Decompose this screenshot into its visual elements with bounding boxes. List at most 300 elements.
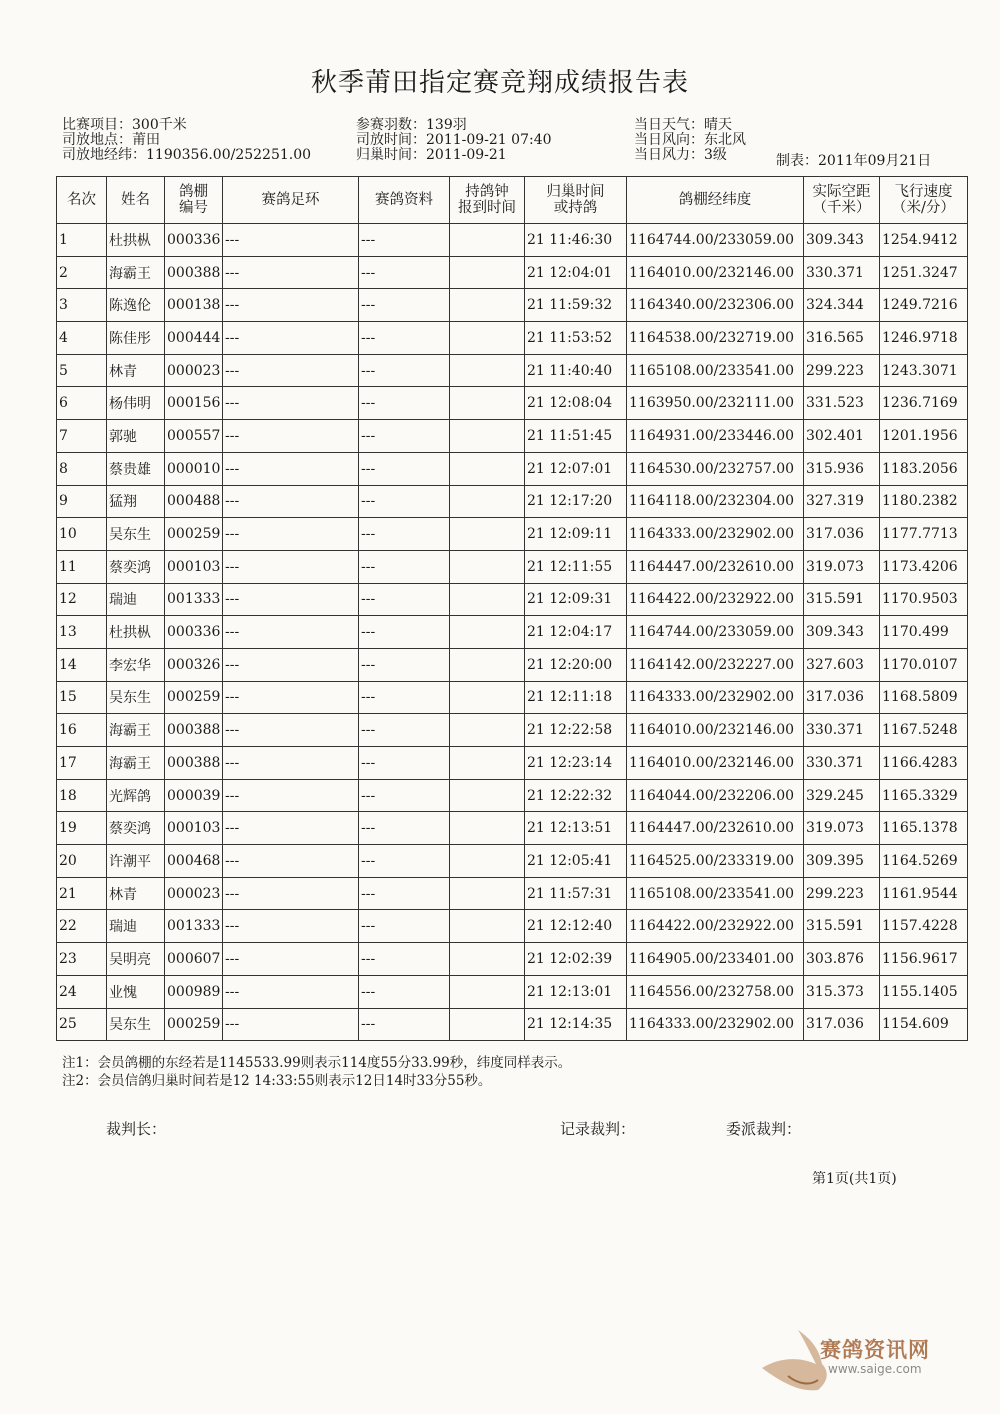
table-row [57, 550, 968, 583]
cell-speed: 1183.2056 [880, 452, 968, 485]
cell-distance: 324.344 [804, 289, 880, 322]
cell-speed: 1170.0107 [880, 648, 968, 681]
table-row [57, 289, 968, 322]
meta-return-time: 归巢时间：2011-09-21 [356, 147, 507, 163]
table-row [57, 256, 968, 289]
cell-ring-no: --- [223, 714, 359, 747]
cell-pigeon-info: --- [359, 779, 450, 812]
cell-ring-no: --- [223, 452, 359, 485]
cell-ring-no: --- [223, 583, 359, 616]
cell-ring-no: --- [223, 845, 359, 878]
cell-distance: 327.319 [804, 485, 880, 518]
table-row [57, 943, 968, 976]
cell-clock-time [450, 943, 525, 976]
cell-loft-coords: 1164044.00/232206.00 [627, 779, 804, 812]
header-speed: 飞行速度 （米/分） [880, 177, 968, 224]
cell-loft-coords: 1164556.00/232758.00 [627, 975, 804, 1008]
results-table [56, 176, 968, 1041]
cell-name: 吴东生 [107, 1008, 165, 1041]
cell-rank: 19 [57, 812, 107, 845]
cell-name: 陈逸伦 [107, 289, 165, 322]
cell-name: 蔡奕鸿 [107, 812, 165, 845]
cell-pigeon-info: --- [359, 975, 450, 1008]
cell-rank: 18 [57, 779, 107, 812]
meta-column-1 [62, 118, 311, 163]
cell-return-time: 21 12:20:00 [525, 648, 627, 681]
cell-distance: 316.565 [804, 322, 880, 355]
cell-distance: 302.401 [804, 420, 880, 453]
cell-name: 杜拱枞 [107, 616, 165, 649]
cell-name: 海霸王 [107, 714, 165, 747]
cell-name: 李宏华 [107, 648, 165, 681]
cell-loft-coords: 1164447.00/232610.00 [627, 550, 804, 583]
cell-loft-no: 000444 [165, 322, 223, 355]
cell-clock-time [450, 616, 525, 649]
watermark-url: www.saige.com [828, 1362, 922, 1376]
cell-distance: 329.245 [804, 779, 880, 812]
cell-speed: 1167.5248 [880, 714, 968, 747]
cell-return-time: 21 11:40:40 [525, 354, 627, 387]
cell-loft-coords: 1164422.00/232922.00 [627, 910, 804, 943]
cell-speed: 1161.9544 [880, 877, 968, 910]
cell-rank: 22 [57, 910, 107, 943]
table-row [57, 387, 968, 420]
cell-ring-no: --- [223, 256, 359, 289]
cell-pigeon-info: --- [359, 877, 450, 910]
cell-return-time: 21 11:51:45 [525, 420, 627, 453]
cell-clock-time [450, 387, 525, 420]
cell-loft-no: 000138 [165, 289, 223, 322]
cell-loft-no: 000259 [165, 681, 223, 714]
table-row [57, 910, 968, 943]
table-row [57, 975, 968, 1008]
cell-pigeon-info: --- [359, 289, 450, 322]
cell-rank: 2 [57, 256, 107, 289]
cell-return-time: 21 12:17:20 [525, 485, 627, 518]
table-row [57, 518, 968, 551]
header-ring-no: 赛鸽足环 [223, 177, 359, 224]
table-row [57, 845, 968, 878]
cell-clock-time [450, 518, 525, 551]
cell-rank: 10 [57, 518, 107, 551]
header-rank: 名次 [57, 177, 107, 224]
cell-speed: 1155.1405 [880, 975, 968, 1008]
cell-pigeon-info: --- [359, 420, 450, 453]
cell-rank: 20 [57, 845, 107, 878]
cell-clock-time [450, 322, 525, 355]
cell-clock-time [450, 485, 525, 518]
cell-loft-no: 000336 [165, 616, 223, 649]
cell-return-time: 21 12:04:01 [525, 256, 627, 289]
cell-pigeon-info: --- [359, 943, 450, 976]
cell-rank: 3 [57, 289, 107, 322]
cell-return-time: 21 12:09:11 [525, 518, 627, 551]
cell-ring-no: --- [223, 681, 359, 714]
cell-rank: 8 [57, 452, 107, 485]
cell-name: 吴明亮 [107, 943, 165, 976]
cell-rank: 6 [57, 387, 107, 420]
table-row [57, 681, 968, 714]
cell-return-time: 21 12:11:55 [525, 550, 627, 583]
table-row [57, 877, 968, 910]
meta-wind-direction: 当日风向：东北风 [634, 132, 746, 148]
cell-speed: 1177.7713 [880, 518, 968, 551]
cell-return-time: 21 11:59:32 [525, 289, 627, 322]
cell-distance: 327.603 [804, 648, 880, 681]
meta-race-item: 比赛项目：300千米 [62, 117, 187, 133]
cell-loft-no: 000388 [165, 256, 223, 289]
table-body [57, 224, 968, 1041]
cell-distance: 309.343 [804, 224, 880, 257]
cell-ring-no: --- [223, 616, 359, 649]
cell-speed: 1254.9412 [880, 224, 968, 257]
table-row [57, 1008, 968, 1041]
cell-loft-coords: 1164447.00/232610.00 [627, 812, 804, 845]
cell-return-time: 21 12:13:01 [525, 975, 627, 1008]
cell-speed: 1157.4228 [880, 910, 968, 943]
cell-distance: 317.036 [804, 518, 880, 551]
cell-loft-coords: 1164340.00/232306.00 [627, 289, 804, 322]
meta-release-place: 司放地点：莆田 [62, 132, 160, 148]
cell-loft-no: 000010 [165, 452, 223, 485]
cell-return-time: 21 11:57:31 [525, 877, 627, 910]
table-row [57, 322, 968, 355]
cell-clock-time [450, 1008, 525, 1041]
cell-distance: 309.395 [804, 845, 880, 878]
cell-clock-time [450, 845, 525, 878]
cell-ring-no: --- [223, 779, 359, 812]
cell-distance: 315.591 [804, 910, 880, 943]
table-row [57, 648, 968, 681]
meta-release-time: 司放时间：2011-09-21 07:40 [356, 132, 552, 148]
cell-ring-no: --- [223, 485, 359, 518]
meta-wind-force: 当日风力：3级 [634, 147, 727, 163]
cell-rank: 16 [57, 714, 107, 747]
cell-name: 海霸王 [107, 256, 165, 289]
header-pigeon-info: 赛鸽资料 [359, 177, 450, 224]
header-loft-no: 鸽棚 编号 [165, 177, 223, 224]
meta-column-3 [634, 118, 746, 163]
cell-speed: 1154.609 [880, 1008, 968, 1041]
table-row [57, 354, 968, 387]
table-row [57, 747, 968, 780]
meta-weather: 当日天气：晴天 [634, 117, 732, 133]
cell-clock-time [450, 714, 525, 747]
cell-loft-no: 000326 [165, 648, 223, 681]
meta-release-coords: 司放地经纬：1190356.00/252251.00 [62, 147, 312, 163]
cell-ring-no: --- [223, 877, 359, 910]
table-row [57, 812, 968, 845]
cell-ring-no: --- [223, 518, 359, 551]
cell-pigeon-info: --- [359, 747, 450, 780]
cell-speed: 1201.1956 [880, 420, 968, 453]
cell-name: 瑞迪 [107, 910, 165, 943]
cell-return-time: 21 12:23:14 [525, 747, 627, 780]
recorder-judge-label: 记录裁判： [560, 1120, 636, 1138]
cell-clock-time [450, 452, 525, 485]
cell-loft-no: 000607 [165, 943, 223, 976]
cell-speed: 1173.4206 [880, 550, 968, 583]
cell-rank: 12 [57, 583, 107, 616]
table-row [57, 779, 968, 812]
cell-loft-coords: 1164530.00/232757.00 [627, 452, 804, 485]
cell-pigeon-info: --- [359, 1008, 450, 1041]
cell-return-time: 21 12:04:17 [525, 616, 627, 649]
cell-loft-no: 000023 [165, 354, 223, 387]
cell-return-time: 21 12:09:31 [525, 583, 627, 616]
cell-ring-no: --- [223, 224, 359, 257]
cell-loft-no: 000468 [165, 845, 223, 878]
cell-loft-coords: 1164422.00/232922.00 [627, 583, 804, 616]
cell-pigeon-info: --- [359, 616, 450, 649]
cell-rank: 7 [57, 420, 107, 453]
cell-rank: 24 [57, 975, 107, 1008]
cell-speed: 1168.5809 [880, 681, 968, 714]
note-1: 注1：会员鸽棚的东经若是1145533.99则表示114度55分33.99秒，纬度同样表示。 [62, 1055, 572, 1071]
table-row [57, 714, 968, 747]
cell-speed: 1165.1378 [880, 812, 968, 845]
cell-speed: 1156.9617 [880, 943, 968, 976]
cell-rank: 21 [57, 877, 107, 910]
cell-rank: 15 [57, 681, 107, 714]
cell-return-time: 21 12:05:41 [525, 845, 627, 878]
cell-return-time: 21 12:08:04 [525, 387, 627, 420]
cell-pigeon-info: --- [359, 256, 450, 289]
cell-rank: 1 [57, 224, 107, 257]
cell-clock-time [450, 877, 525, 910]
cell-loft-no: 000023 [165, 877, 223, 910]
cell-speed: 1165.3329 [880, 779, 968, 812]
cell-pigeon-info: --- [359, 681, 450, 714]
cell-ring-no: --- [223, 354, 359, 387]
cell-pigeon-info: --- [359, 518, 450, 551]
meta-entry-count: 参赛羽数：139羽 [356, 117, 467, 133]
cell-distance: 330.371 [804, 714, 880, 747]
cell-loft-coords: 1164333.00/232902.00 [627, 1008, 804, 1041]
cell-speed: 1170.9503 [880, 583, 968, 616]
cell-clock-time [450, 779, 525, 812]
cell-rank: 4 [57, 322, 107, 355]
table-row [57, 583, 968, 616]
cell-name: 杨伟明 [107, 387, 165, 420]
cell-speed: 1166.4283 [880, 747, 968, 780]
cell-name: 许潮平 [107, 845, 165, 878]
header-name: 姓名 [107, 177, 165, 224]
cell-clock-time [450, 354, 525, 387]
cell-rank: 5 [57, 354, 107, 387]
cell-loft-coords: 1164905.00/233401.00 [627, 943, 804, 976]
table-row [57, 485, 968, 518]
cell-return-time: 21 12:11:18 [525, 681, 627, 714]
cell-ring-no: --- [223, 1008, 359, 1041]
cell-ring-no: --- [223, 550, 359, 583]
cell-distance: 315.591 [804, 583, 880, 616]
cell-loft-no: 000103 [165, 550, 223, 583]
cell-ring-no: --- [223, 289, 359, 322]
cell-name: 猛翔 [107, 485, 165, 518]
cell-pigeon-info: --- [359, 583, 450, 616]
cell-name: 业愧 [107, 975, 165, 1008]
cell-ring-no: --- [223, 975, 359, 1008]
cell-return-time: 21 12:13:51 [525, 812, 627, 845]
cell-rank: 23 [57, 943, 107, 976]
cell-loft-no: 000259 [165, 518, 223, 551]
cell-ring-no: --- [223, 322, 359, 355]
cell-loft-coords: 1163950.00/232111.00 [627, 387, 804, 420]
cell-pigeon-info: --- [359, 354, 450, 387]
cell-loft-coords: 1165108.00/233541.00 [627, 877, 804, 910]
cell-distance: 319.073 [804, 550, 880, 583]
cell-clock-time [450, 289, 525, 322]
header-clock-time: 持鸽钟 报到时间 [450, 177, 525, 224]
cell-name: 海霸王 [107, 747, 165, 780]
cell-name: 郭驰 [107, 420, 165, 453]
cell-distance: 299.223 [804, 877, 880, 910]
cell-distance: 319.073 [804, 812, 880, 845]
cell-clock-time [450, 648, 525, 681]
header-return-time: 归巢时间 或持鸽 [525, 177, 627, 224]
cell-loft-coords: 1164744.00/233059.00 [627, 616, 804, 649]
cell-loft-coords: 1164010.00/232146.00 [627, 256, 804, 289]
cell-distance: 303.876 [804, 943, 880, 976]
cell-ring-no: --- [223, 420, 359, 453]
cell-return-time: 21 12:14:35 [525, 1008, 627, 1041]
cell-name: 吴东生 [107, 681, 165, 714]
cell-ring-no: --- [223, 648, 359, 681]
cell-clock-time [450, 812, 525, 845]
cell-speed: 1236.7169 [880, 387, 968, 420]
cell-rank: 14 [57, 648, 107, 681]
cell-name: 蔡贵雄 [107, 452, 165, 485]
cell-distance: 299.223 [804, 354, 880, 387]
cell-pigeon-info: --- [359, 845, 450, 878]
cell-loft-coords: 1164142.00/232227.00 [627, 648, 804, 681]
cell-distance: 317.036 [804, 681, 880, 714]
cell-distance: 331.523 [804, 387, 880, 420]
cell-loft-coords: 1164931.00/233446.00 [627, 420, 804, 453]
cell-distance: 309.343 [804, 616, 880, 649]
cell-return-time: 21 12:02:39 [525, 943, 627, 976]
cell-speed: 1251.3247 [880, 256, 968, 289]
cell-return-time: 21 12:22:58 [525, 714, 627, 747]
note-2: 注2：会员信鸽归巢时间若是12 14:33:55则表示12日14时33分55秒。 [62, 1073, 492, 1089]
cell-loft-no: 000488 [165, 485, 223, 518]
cell-rank: 25 [57, 1008, 107, 1041]
cell-loft-no: 000557 [165, 420, 223, 453]
cell-name: 吴东生 [107, 518, 165, 551]
cell-loft-no: 000103 [165, 812, 223, 845]
table-row [57, 616, 968, 649]
cell-loft-coords: 1164744.00/233059.00 [627, 224, 804, 257]
cell-distance: 330.371 [804, 256, 880, 289]
cell-loft-coords: 1164118.00/232304.00 [627, 485, 804, 518]
cell-ring-no: --- [223, 387, 359, 420]
cell-pigeon-info: --- [359, 648, 450, 681]
cell-return-time: 21 11:53:52 [525, 322, 627, 355]
cell-ring-no: --- [223, 812, 359, 845]
table-row [57, 224, 968, 257]
meta-column-2 [356, 118, 552, 163]
cell-return-time: 21 12:22:32 [525, 779, 627, 812]
cell-rank: 11 [57, 550, 107, 583]
cell-name: 蔡奕鸿 [107, 550, 165, 583]
cell-name: 林青 [107, 877, 165, 910]
cell-speed: 1164.5269 [880, 845, 968, 878]
cell-clock-time [450, 975, 525, 1008]
cell-pigeon-info: --- [359, 387, 450, 420]
cell-loft-no: 001333 [165, 910, 223, 943]
cell-pigeon-info: --- [359, 910, 450, 943]
cell-clock-time [450, 681, 525, 714]
cell-clock-time [450, 550, 525, 583]
cell-pigeon-info: --- [359, 714, 450, 747]
header-distance: 实际空距 （千米） [804, 177, 880, 224]
page-number: 第1页(共1页) [812, 1171, 897, 1187]
cell-name: 陈佳彤 [107, 322, 165, 355]
cell-return-time: 21 12:12:40 [525, 910, 627, 943]
cell-speed: 1180.2382 [880, 485, 968, 518]
cell-loft-coords: 1164538.00/232719.00 [627, 322, 804, 355]
table-row [57, 452, 968, 485]
table-row [57, 420, 968, 453]
cell-rank: 17 [57, 747, 107, 780]
header-loft-coords: 鸽棚经纬度 [627, 177, 804, 224]
cell-loft-coords: 1164333.00/232902.00 [627, 518, 804, 551]
cell-return-time: 21 12:07:01 [525, 452, 627, 485]
cell-name: 林青 [107, 354, 165, 387]
table-header-row [57, 177, 968, 224]
cell-loft-coords: 1164010.00/232146.00 [627, 714, 804, 747]
cell-pigeon-info: --- [359, 322, 450, 355]
cell-clock-time [450, 747, 525, 780]
cell-pigeon-info: --- [359, 812, 450, 845]
cell-loft-coords: 1164333.00/232902.00 [627, 681, 804, 714]
cell-loft-coords: 1164525.00/233319.00 [627, 845, 804, 878]
cell-rank: 9 [57, 485, 107, 518]
cell-speed: 1246.9718 [880, 322, 968, 355]
cell-distance: 317.036 [804, 1008, 880, 1041]
cell-loft-no: 001333 [165, 583, 223, 616]
watermark-text: 赛鸽资讯网 [820, 1338, 930, 1362]
cell-pigeon-info: --- [359, 550, 450, 583]
cell-distance: 330.371 [804, 747, 880, 780]
cell-loft-no: 000388 [165, 714, 223, 747]
cell-distance: 315.936 [804, 452, 880, 485]
cell-clock-time [450, 224, 525, 257]
cell-ring-no: --- [223, 910, 359, 943]
cell-rank: 13 [57, 616, 107, 649]
cell-distance: 315.373 [804, 975, 880, 1008]
cell-loft-no: 000989 [165, 975, 223, 1008]
report-title: 秋季莆田指定赛竞翔成绩报告表 [310, 68, 689, 98]
cell-speed: 1170.499 [880, 616, 968, 649]
cell-loft-no: 000156 [165, 387, 223, 420]
cell-clock-time [450, 910, 525, 943]
cell-name: 杜拱枞 [107, 224, 165, 257]
cell-loft-no: 000259 [165, 1008, 223, 1041]
cell-clock-time [450, 583, 525, 616]
cell-return-time: 21 11:46:30 [525, 224, 627, 257]
chief-judge-label: 裁判长： [106, 1120, 167, 1138]
cell-name: 瑞迪 [107, 583, 165, 616]
delegate-judge-label: 委派裁判： [726, 1120, 802, 1138]
cell-pigeon-info: --- [359, 452, 450, 485]
cell-loft-no: 000336 [165, 224, 223, 257]
cell-pigeon-info: --- [359, 224, 450, 257]
cell-loft-no: 000039 [165, 779, 223, 812]
cell-clock-time [450, 420, 525, 453]
cell-speed: 1243.3071 [880, 354, 968, 387]
